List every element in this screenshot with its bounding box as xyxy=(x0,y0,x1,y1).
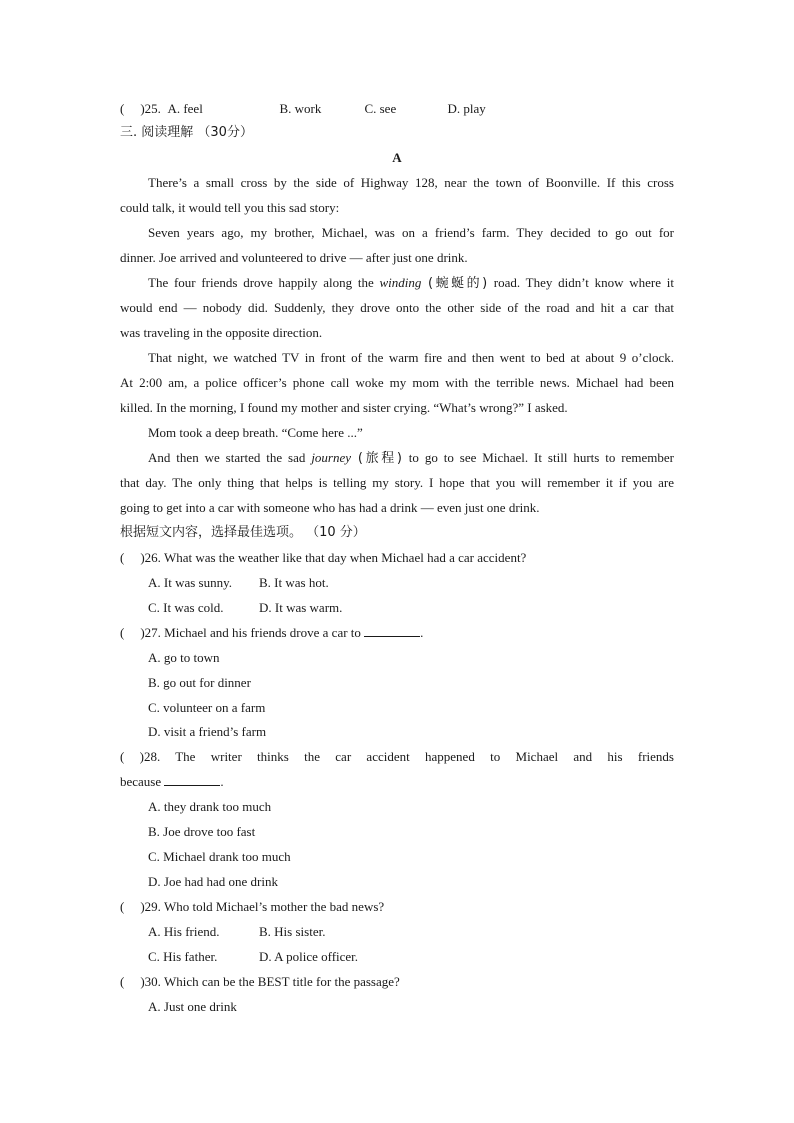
q25-option-d: D. play xyxy=(447,101,486,116)
q28-option-c: C. Michael drank too much xyxy=(148,849,291,864)
q26-option-d: D. It was warm. xyxy=(259,600,343,615)
q26-options-row2 xyxy=(148,599,674,617)
passage-p1-line2: could talk, it would tell you this sad story: xyxy=(120,200,340,215)
passage-p3-line2: would end — nobody did. Suddenly, they drove onto the other side of the road and hit a car that xyxy=(120,300,674,315)
q27-option-b: B. go out for dinner xyxy=(148,675,251,690)
passage-p4-line2: At 2:00 am, a police officer’s phone call woke my mom with the terrible news. Michael had been xyxy=(120,375,674,390)
q28-option-b: B. Joe drove too fast xyxy=(148,824,256,839)
p6-text-b: to go to see Michael. It still hurts to remember xyxy=(408,450,674,465)
passage-p4-line3: killed. In the morning, I found my mother and sister crying. “What’s wrong?” I asked. xyxy=(120,400,568,415)
p6-gloss: (旅程) xyxy=(351,451,409,466)
q29-options-row2 xyxy=(148,948,674,966)
q29-option-a: A. His friend. xyxy=(148,924,220,939)
q26-option-a: A. It was sunny. xyxy=(148,575,233,590)
q26-text: )26. What was the weather like that day when Michael had a car accident? xyxy=(140,550,527,565)
q27-paren: ( xyxy=(120,625,125,640)
q27-option-a: A. go to town xyxy=(148,650,220,665)
question-28-line2 xyxy=(120,773,674,791)
q28-answer-blank xyxy=(164,773,220,786)
q27-end: . xyxy=(420,625,424,640)
q25-option-b: B. work xyxy=(279,101,322,116)
q28-option-d: D. Joe had had one drink xyxy=(148,874,278,889)
passage-p2-line1: Seven years ago, my brother, Michael, was on a friend’s farm. They decided to go out for xyxy=(148,225,674,240)
q30-option-a: A. Just one drink xyxy=(148,999,237,1014)
q29-option-d: D. A police officer. xyxy=(259,949,359,964)
q25-number: )25. xyxy=(140,101,161,116)
q25-paren: ( xyxy=(120,101,125,116)
passage-p6-line3: going to get into a car with someone who has had a drink — even just one drink. xyxy=(120,500,540,515)
q28-end: . xyxy=(220,774,224,789)
q26-paren: ( xyxy=(120,550,125,565)
passage-p1-line1: There’s a small cross by the side of Highway 128, near the town of Boonville. If this cross xyxy=(148,175,674,190)
q26-option-c: C. It was cold. xyxy=(148,600,224,615)
p6-text-a: And then we started the sad xyxy=(148,450,312,465)
q30-text: )30. Which can be the BEST title for the passage? xyxy=(140,974,400,989)
question-28-line1: ( )28. The writer thinks the car accident happened to Michael and his friends xyxy=(120,749,674,764)
passage-p4-line1: That night, we watched TV in front of the warm fire and then went to bed at about 9 o’clock. xyxy=(148,350,674,365)
q27-option-c: C. volunteer on a farm xyxy=(148,700,266,715)
q29-text: )29. Who told Michael’s mother the bad news? xyxy=(140,899,385,914)
q26-option-b: B. It was hot. xyxy=(259,575,329,590)
p3-gloss: (蜿蜒的) xyxy=(421,276,494,291)
q30-paren: ( xyxy=(120,974,125,989)
q27-text: )27. Michael and his friends drove a car to xyxy=(140,625,361,640)
passage-p3-line1 xyxy=(148,274,674,293)
p3-text-a: The four friends drove happily along the xyxy=(148,275,380,290)
q27-answer-blank xyxy=(364,624,420,637)
passage-p5: Mom took a deep breath. “Come here ...” xyxy=(148,425,363,440)
question-29 xyxy=(120,898,674,916)
q29-option-c: C. His father. xyxy=(148,949,218,964)
question-27 xyxy=(120,624,674,642)
section-heading: 三. 阅读理解 （30分） xyxy=(120,125,253,140)
instruction: 根据短文内容，选择最佳选项。 （10 分） xyxy=(120,525,366,540)
p6-word-journey: journey xyxy=(311,450,352,465)
question-25 xyxy=(120,100,674,118)
q29-paren: ( xyxy=(120,899,125,914)
q27-option-d: D. visit a friend’s farm xyxy=(148,724,267,739)
passage-p6-line2: that day. The only thing that helps is telling my story. I hope that you will remember it if you are xyxy=(120,475,674,490)
passage-p2-line2: dinner. Joe arrived and volunteered to drive — after just one drink. xyxy=(120,250,468,265)
p3-text-b: road. They didn’t know where it xyxy=(493,275,674,290)
q29-option-b: B. His sister. xyxy=(259,924,326,939)
q26-options-row1 xyxy=(148,574,674,592)
q28-because: because xyxy=(120,774,162,789)
passage-title: A xyxy=(392,150,402,165)
p3-word-winding: winding xyxy=(379,275,422,290)
q25-option-a: A. feel xyxy=(167,101,203,116)
question-30 xyxy=(120,973,674,991)
q25-option-c: C. see xyxy=(364,101,397,116)
passage-p3-line3: was traveling in the opposite direction. xyxy=(120,325,323,340)
q29-options-row1 xyxy=(148,923,674,941)
q28-option-a: A. they drank too much xyxy=(148,799,272,814)
question-26 xyxy=(120,549,674,567)
passage-p6-line1 xyxy=(148,449,674,468)
